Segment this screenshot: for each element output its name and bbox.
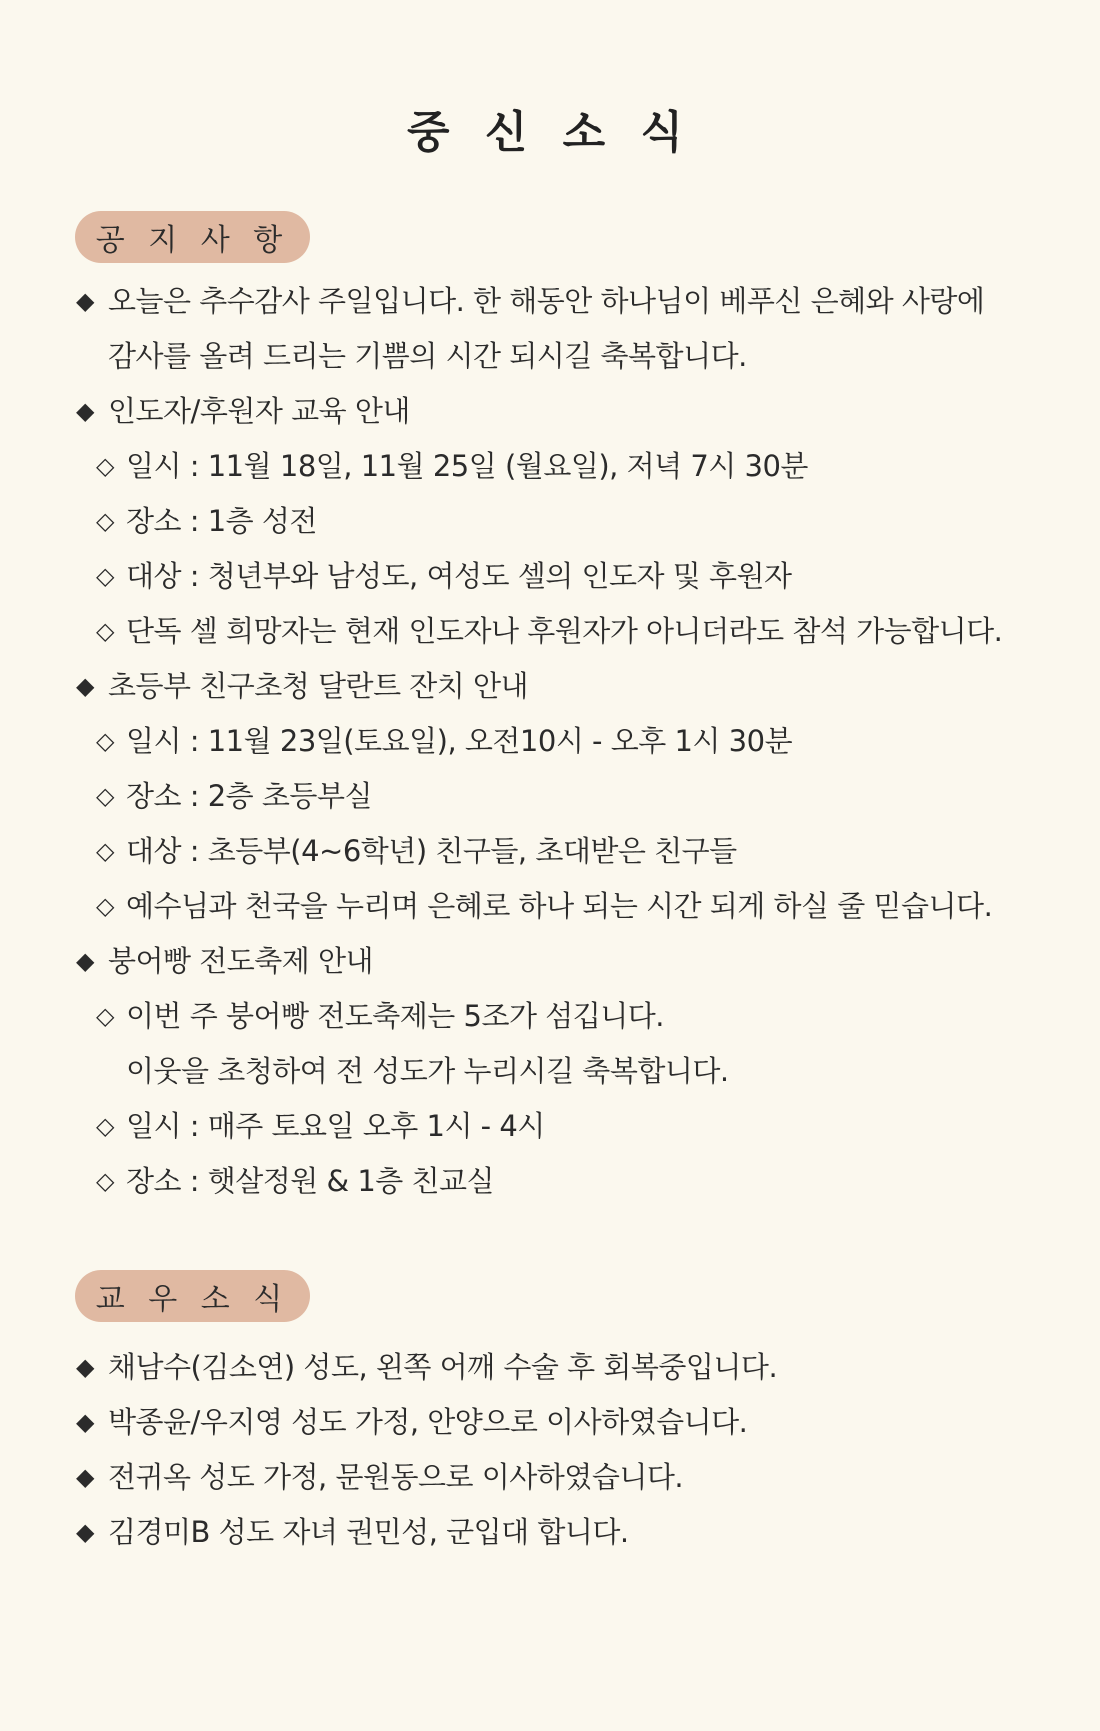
member-news-text: 박종윤/우지영 성도 가정, 안양으로 이사하였습니다.	[108, 1405, 748, 1439]
page-title: 중 신 소 식	[407, 107, 693, 158]
notice-line	[76, 1099, 1076, 1154]
filled-diamond-icon: ◆	[76, 947, 94, 975]
notice-line	[76, 769, 1076, 824]
notice-text: 초등부 친구초청 달란트 잔치 안내	[108, 669, 529, 703]
filled-diamond-icon: ◆	[76, 1518, 94, 1546]
member-news-text: 김경미B 성도 자녀 권민성, 군입대 합니다.	[108, 1515, 629, 1549]
notices-header: 공 지 사 항	[75, 211, 310, 263]
notice-line	[76, 879, 1076, 934]
notice-text: 인도자/후원자 교육 안내	[108, 394, 410, 428]
notice-text: 장소 : 1층 성전	[126, 504, 317, 538]
member-news-text: 채남수(김소연) 성도, 왼쪽 어깨 수술 후 회복중입니다.	[108, 1350, 778, 1384]
notice-text: 예수님과 천국을 누리며 은혜로 하나 되는 시간 되게 하실 줄 믿습니다.	[126, 889, 993, 923]
notice-line	[76, 604, 1076, 659]
notice-text: 일시 : 매주 토요일 오후 1시 - 4시	[126, 1109, 545, 1143]
notice-text: 단독 셀 희망자는 현재 인도자나 후원자가 아니더라도 참석 가능합니다.	[126, 614, 1003, 648]
hollow-diamond-icon: ◇	[96, 727, 114, 755]
hollow-diamond-icon: ◇	[96, 562, 114, 590]
notice-line	[76, 989, 1076, 1044]
notice-line	[76, 714, 1076, 769]
hollow-diamond-icon: ◇	[96, 782, 114, 810]
notice-text: 이웃을 초청하여 전 성도가 누리시길 축복합니다.	[126, 1054, 729, 1088]
notice-text: 장소 : 2층 초등부실	[126, 779, 372, 813]
notice-line	[76, 329, 1076, 384]
notice-text: 일시 : 11월 18일, 11월 25일 (월요일), 저녁 7시 30분	[126, 449, 808, 483]
filled-diamond-icon: ◆	[76, 672, 94, 700]
notice-text: 감사를 올려 드리는 기쁨의 시간 되시길 축복합니다.	[108, 339, 747, 373]
notice-line	[76, 549, 1076, 604]
member-news-line	[76, 1340, 1076, 1395]
notice-text: 대상 : 초등부(4~6학년) 친구들, 초대받은 친구들	[126, 834, 737, 868]
filled-diamond-icon: ◆	[76, 1408, 94, 1436]
notice-line	[76, 384, 1076, 439]
notice-line	[76, 439, 1076, 494]
notice-line	[76, 934, 1076, 989]
notice-text: 이번 주 붕어빵 전도축제는 5조가 섬깁니다.	[126, 999, 664, 1033]
hollow-diamond-icon: ◇	[96, 452, 114, 480]
member-news-line	[76, 1395, 1076, 1450]
member-news-text: 전귀옥 성도 가정, 문원동으로 이사하였습니다.	[108, 1460, 684, 1494]
notice-line	[76, 659, 1076, 714]
notice-text: 대상 : 청년부와 남성도, 여성도 셀의 인도자 및 후원자	[126, 559, 792, 593]
hollow-diamond-icon: ◇	[96, 1002, 114, 1030]
hollow-diamond-icon: ◇	[96, 507, 114, 535]
hollow-diamond-icon: ◇	[96, 1112, 114, 1140]
member-news-header: 교 우 소 식	[75, 1270, 310, 1322]
notice-line	[76, 1154, 1076, 1209]
filled-diamond-icon: ◆	[76, 287, 94, 315]
notice-text: 오늘은 추수감사 주일입니다. 한 해동안 하나님이 베푸신 은혜와 사랑에	[108, 284, 985, 318]
notice-line	[76, 494, 1076, 549]
notice-line	[76, 274, 1076, 329]
hollow-diamond-icon: ◇	[96, 837, 114, 865]
filled-diamond-icon: ◆	[76, 1463, 94, 1491]
notice-text: 일시 : 11월 23일(토요일), 오전10시 - 오후 1시 30분	[126, 724, 793, 758]
member-news-list	[76, 1340, 1076, 1560]
filled-diamond-icon: ◆	[76, 397, 94, 425]
hollow-diamond-icon: ◇	[96, 892, 114, 920]
notice-text: 장소 : 햇살정원 & 1층 친교실	[126, 1164, 495, 1198]
hollow-diamond-icon: ◇	[96, 1167, 114, 1195]
member-news-line	[76, 1505, 1076, 1560]
notice-line	[76, 1044, 1076, 1099]
filled-diamond-icon: ◆	[76, 1353, 94, 1381]
hollow-diamond-icon: ◇	[96, 617, 114, 645]
member-news-line	[76, 1450, 1076, 1505]
notice-text: 붕어빵 전도축제 안내	[108, 944, 374, 978]
notice-line	[76, 824, 1076, 879]
notices-list	[76, 274, 1076, 1209]
